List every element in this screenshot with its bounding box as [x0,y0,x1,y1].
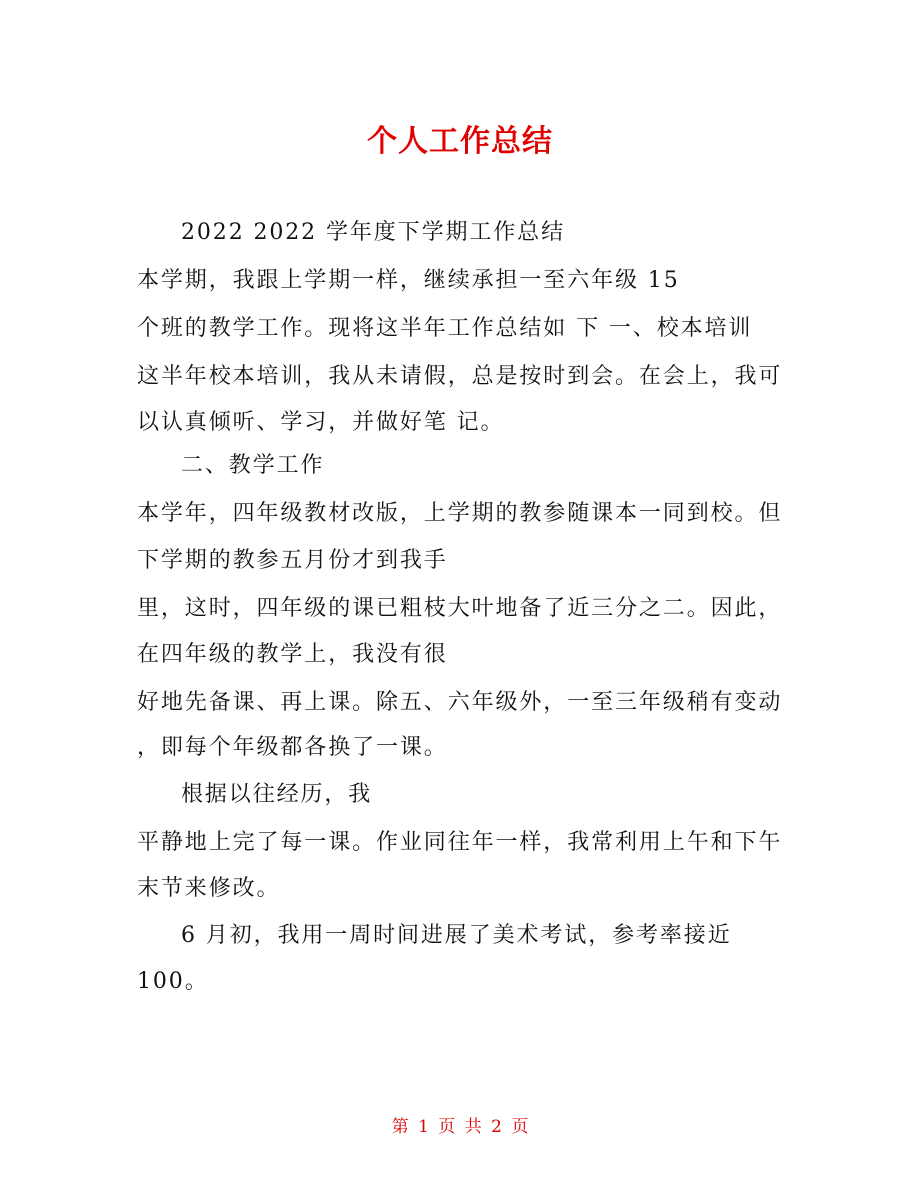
text-line: 二、教学工作 [181,453,325,478]
text-line: 末节来修改。 [137,876,281,901]
text-line: 好地先备课、再上课。除五、六年级外，一至三年级稍有变动 [137,690,783,715]
text-line: 本学年，四年级教材改版，上学期的教参随课本一同到校。但 [137,501,783,526]
text-line: 以认真倾听、学习，并做好笔 记。 [137,410,505,435]
text-line: 平静地上完了每一课。作业同往年一样，我常利用上午和下午 [137,830,783,855]
page-footer: 第 1 页 共 2 页 [391,1117,529,1137]
text-line: 在四年级的教学上，我没有很 [137,642,448,667]
text-line: 100。 [137,969,209,994]
text-line: 里，这时，四年级的课已粗枝大叶地备了近三分之二。因此， [137,596,783,621]
text-line: 2022 2022 学年度下学期工作总结 [181,220,565,245]
document-title: 个人工作总结 [367,124,553,159]
text-line: 根据以往经历，我 [181,782,373,807]
text-line: 这半年校本培训，我从未请假，总是按时到会。在会上，我可 [137,364,783,389]
text-line: 个班的教学工作。现将这半年工作总结如 下 一、校本培训 [137,316,753,341]
text-line: 本学期，我跟上学期一样，继续承担一至六年级 15 [137,268,680,293]
text-line: ，即每个年级都各换了一课。 [137,735,448,760]
text-line: 6 月初，我用一周时间进展了美术考试，参考率接近 [181,923,732,948]
text-line: 下学期的教参五月份才到我手 [137,548,448,573]
